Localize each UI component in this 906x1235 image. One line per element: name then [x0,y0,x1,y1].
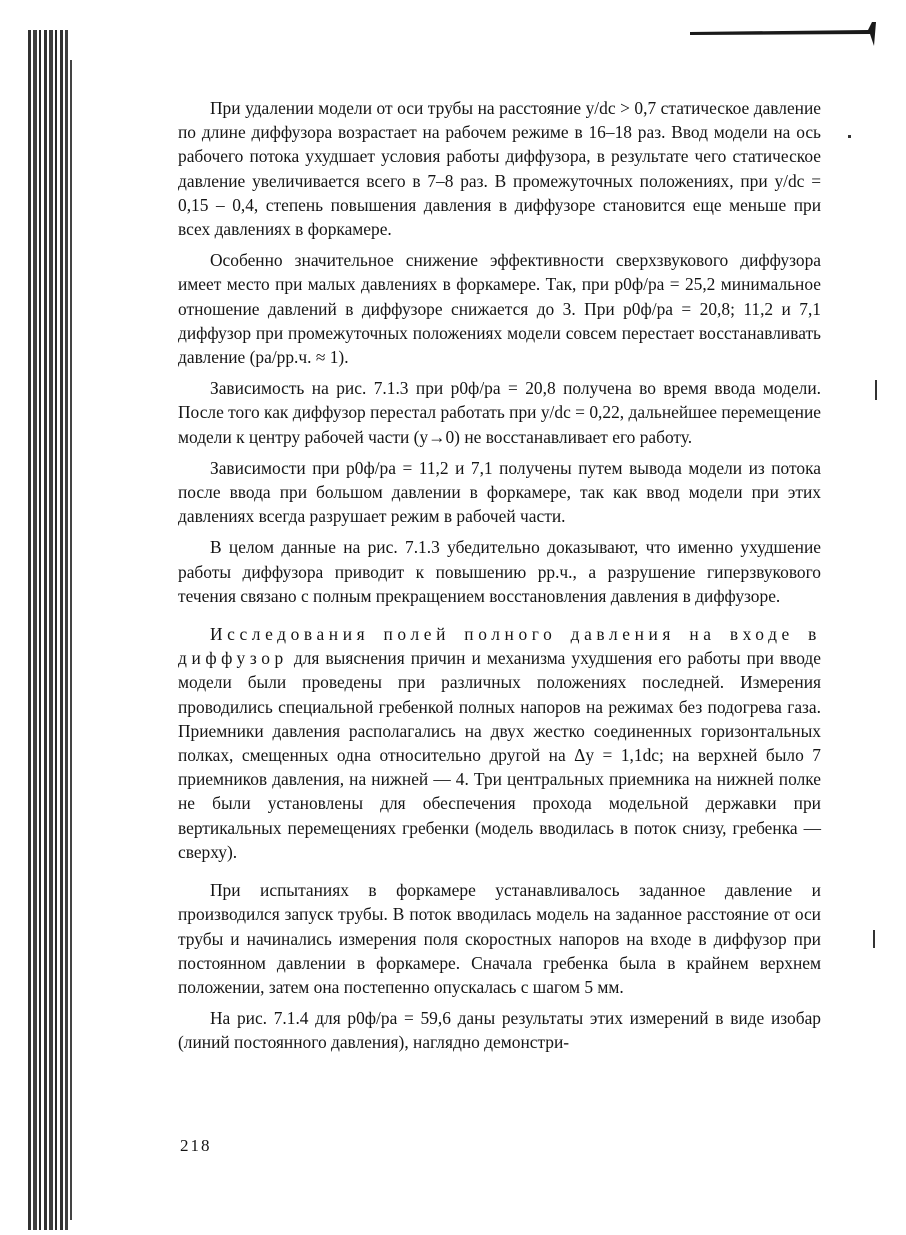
paragraph: На рис. 7.1.4 для p0ф/pa = 59,6 даны результаты этих измерений в виде изобар (линий постоянного давления), наглядно демонстри- [178,1008,821,1053]
page-number: 218 [180,1136,212,1155]
paragraph: Зависимости при p0ф/pa = 11,2 и 7,1 получены путем вывода модели из потока после ввода при большом давлении в форкамере, так как ввод модели при этих давлениях всегда разрушает режим в рабочей части. [178,457,821,527]
page-edge-line [70,60,72,1220]
paragraph: В целом данные на рис. 7.1.3 убедительно доказывают, что именно ухудшение работы диффузора приводит к повышению pр.ч., а разрушение гиперзвукового течения связано с полным прекращением восстановления давления в диффузоре. [178,537,821,606]
paragraph: При испытаниях в форкамере устанавливалось заданное давление и производился запуск трубы. В поток вводилась модель на заданное расстояние от оси трубы и начинались измерения поля скоростных напоров на входе в диффузор при постоянном давлении в форкамере. Сначала гребенка была в крайнем верхнем положении, затем она постепенно опускалась с шагом 5 мм. [178,880,821,997]
document-page [178,96,821,1055]
paragraph: Зависимость на рис. 7.1.3 при p0ф/pa = 20,8 получена во время ввода модели. После того как диффузор перестал работать при y/dc = 0,22, дальнейшее перемещение модели к центру рабочей части (y→0) не восстанавливает его работу. [178,378,821,447]
section-paragraph [178,622,821,864]
scan-speck [875,380,877,400]
section-paragraph-text: для выяснения причин и механизма ухудшения его работы при вводе модели были проведены при различных положениях последней. Измерения проводились специальной гребенкой полных напоров на режимах без подогрева газа. Приемники давления располагались на двух жестко соединенных горизонтальных полках, смещенных одна относительно другой на Δy = 1,1dc; на верхней было 7 приемников давления, на нижней — 4. Три центральных приемника на нижней полке не были установлены для обеспечения прохода модельной державки при вертикальных перемещениях гребенки (модель вводилась в поток снизу, гребенка — сверху). [178,648,821,862]
section-lead-heading: Исследования полей полного давления на входе в диффузор [178,624,821,669]
scan-speck [848,135,851,138]
paragraph: При удалении модели от оси трубы на расстояние y/dc > 0,7 статическое давление по длине диффузора возрастает на рабочем режиме в 16–18 раз. Ввод модели на ось рабочего потока ухудшает условия работы диффузора, в результате чего статическое давление увеличивается всего в 7–8 раз. В промежуточных положениях, при y/dc = 0,15 – 0,4, степень повышения давления в диффузоре становится еще меньше при всех давлениях в форкамере. [178,98,821,240]
paragraph: Особенно значительное снижение эффективности сверхзвукового диффузора имеет место при малых давлениях в форкамере. Так, при p0ф/pa = 25,2 минимальное отношение давлений в диффузоре снижается до 3. При p0ф/pa = 20,8; 11,2 и 7,1 диффузор при промежуточных положениях модели совсем перестает восстанавливать давление (pa/pр.ч. ≈ 1). [178,250,821,368]
book-binding-shadow [28,30,68,1230]
scan-corner-mark [690,18,880,48]
scan-speck [873,930,875,948]
